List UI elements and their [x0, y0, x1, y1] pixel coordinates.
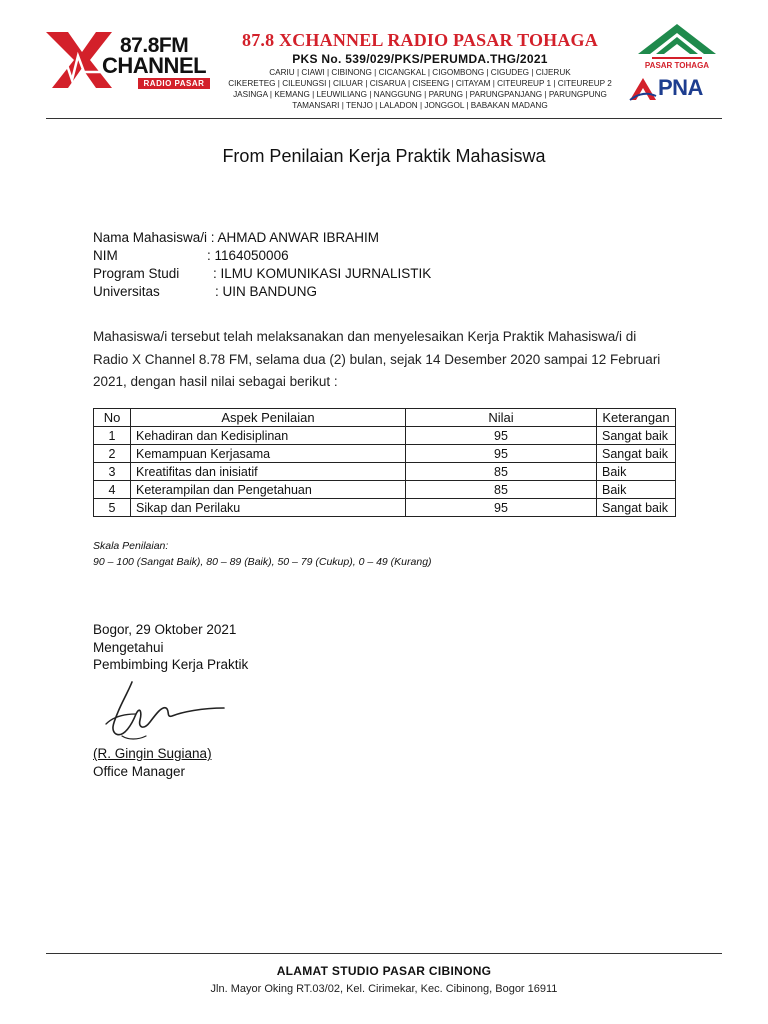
- col-header-nilai: Nilai: [406, 409, 597, 427]
- grades-table: [93, 408, 676, 517]
- program-value: : ILMU KOMUNIKASI JURNALISTIK: [213, 266, 432, 281]
- table-row: [94, 427, 676, 445]
- closing-block: [93, 621, 248, 674]
- col-header-aspek: Aspek Penilaian: [131, 409, 406, 427]
- footer-title: ALAMAT STUDIO PASAR CIBINONG: [276, 964, 492, 978]
- cell-aspek: Kreatifitas dan inisiatif: [131, 463, 406, 481]
- university-label: Universitas: [93, 284, 160, 299]
- student-name: Nama Mahasiswa/i : AHMAD ANWAR IBRAHIM: [93, 230, 380, 245]
- cell-no: 5: [94, 499, 131, 517]
- area-line: TAMANSARI | TENJO | LALADON | JONGGOL | BABAKAN MADANG: [292, 101, 548, 110]
- coverage-areas: [222, 67, 618, 111]
- cell-no: 2: [94, 445, 131, 463]
- signer-position: Office Manager: [93, 764, 186, 779]
- nim-value: : 1164050006: [207, 248, 289, 263]
- area-line: CIKERETEG | CILEUNGSI | CILUAR | CISARUA | CISEENG | CITAYAM | CITEUREUP 1 | CITEUREUP 2: [228, 79, 612, 88]
- university-row: [93, 284, 317, 299]
- footer-divider: [46, 953, 722, 954]
- cell-keterangan: Sangat baik: [597, 499, 676, 517]
- cell-no: 1: [94, 427, 131, 445]
- cell-no: 3: [94, 463, 131, 481]
- university-value: : UIN BANDUNG: [215, 284, 318, 299]
- nim-label: NIM: [93, 248, 118, 263]
- logo-sub: RADIO PASAR: [138, 78, 210, 89]
- cell-no: 4: [94, 481, 131, 499]
- statement-line: 2021, dengan hasil nilai sebagai berikut :: [93, 374, 338, 389]
- cell-nilai: 95: [406, 499, 597, 517]
- letterhead-title: 87.8 XCHANNEL RADIO PASAR TOHAGA: [242, 30, 598, 50]
- cell-nilai: 95: [406, 427, 597, 445]
- statement-line: Mahasiswa/i tersebut telah melaksanakan dan menyelesaikan Kerja Praktik Mahasiswa/i di: [93, 329, 637, 344]
- col-header-no: No: [94, 409, 131, 427]
- pks-number: PKS No. 539/029/PKS/PERUMDA.THG/2021: [292, 52, 548, 66]
- cell-aspek: Keterampilan dan Pengetahuan: [131, 481, 406, 499]
- cell-keterangan: Baik: [597, 463, 676, 481]
- cell-keterangan: Sangat baik: [597, 427, 676, 445]
- cell-nilai: 85: [406, 481, 597, 499]
- logo-frequency: 87.8FM: [120, 34, 189, 57]
- col-header-keterangan: Keterangan: [597, 409, 676, 427]
- supervisor-role: Pembimbing Kerja Praktik: [93, 657, 249, 672]
- table-row: [94, 463, 676, 481]
- scale-text: 90 – 100 (Sangat Baik), 80 – 89 (Baik), 50 – 79 (Cukup), 0 – 49 (Kurang): [93, 556, 432, 568]
- signer-name: (R. Gingin Sugiana): [93, 746, 212, 761]
- cell-aspek: Kehadiran dan Kedisiplinan: [131, 427, 406, 445]
- statement-line: Radio X Channel 8.78 FM, selama dua (2) bulan, sejak 14 Desember 2020 sampai 12 Februari: [93, 351, 661, 367]
- logo-brand: CHANNEL: [102, 53, 207, 78]
- table-row: [94, 499, 676, 517]
- mountain-roof-icon: [638, 24, 716, 60]
- cell-aspek: Kemampuan Kerjasama: [131, 445, 406, 463]
- nim-row: [93, 248, 289, 263]
- scale-label: Skala Penilaian:: [93, 540, 169, 552]
- cell-nilai: 95: [406, 445, 597, 463]
- xchannel-logo: [46, 30, 216, 92]
- pasar-tohaga-text: PASAR TOHAGA: [644, 61, 710, 70]
- cell-aspek: Sikap dan Perilaku: [131, 499, 406, 517]
- table-row: [94, 481, 676, 499]
- place-date: Bogor, 29 Oktober 2021: [93, 622, 237, 637]
- cell-keterangan: Baik: [597, 481, 676, 499]
- pna-text: PNA: [658, 75, 703, 100]
- pasar-tohaga-logo: [628, 24, 724, 112]
- pna-mark-icon: [628, 76, 658, 102]
- program-label: Program Studi: [93, 266, 180, 281]
- signer-block: [93, 745, 212, 781]
- cell-keterangan: Sangat baik: [597, 445, 676, 463]
- document-title: From Penilaian Kerja Praktik Mahasiswa: [222, 146, 546, 166]
- statement-paragraph: [93, 326, 683, 394]
- footer-address: Jln. Mayor Oking RT.03/02, Kel. Cirimekar, Kec. Cibinong, Bogor 16911: [210, 983, 558, 995]
- header-divider: [46, 118, 722, 119]
- program-row: [93, 266, 431, 281]
- grading-scale: [93, 538, 432, 570]
- acknowledge-text: Mengetahui: [93, 639, 164, 655]
- table-row: [94, 445, 676, 463]
- cell-nilai: 85: [406, 463, 597, 481]
- area-line: JASINGA | KEMANG | LEUWILIANG | NANGGUNG | PARUNG | PARUNGPANJANG | PARUNGPUNG: [233, 90, 607, 99]
- area-line: CARIU | CIAWI | CIBINONG | CICANGKAL | CIGOMBONG | CIGUDEG | CIJERUK: [269, 68, 571, 77]
- handwritten-signature: [92, 678, 232, 744]
- table-header-row: [94, 409, 676, 427]
